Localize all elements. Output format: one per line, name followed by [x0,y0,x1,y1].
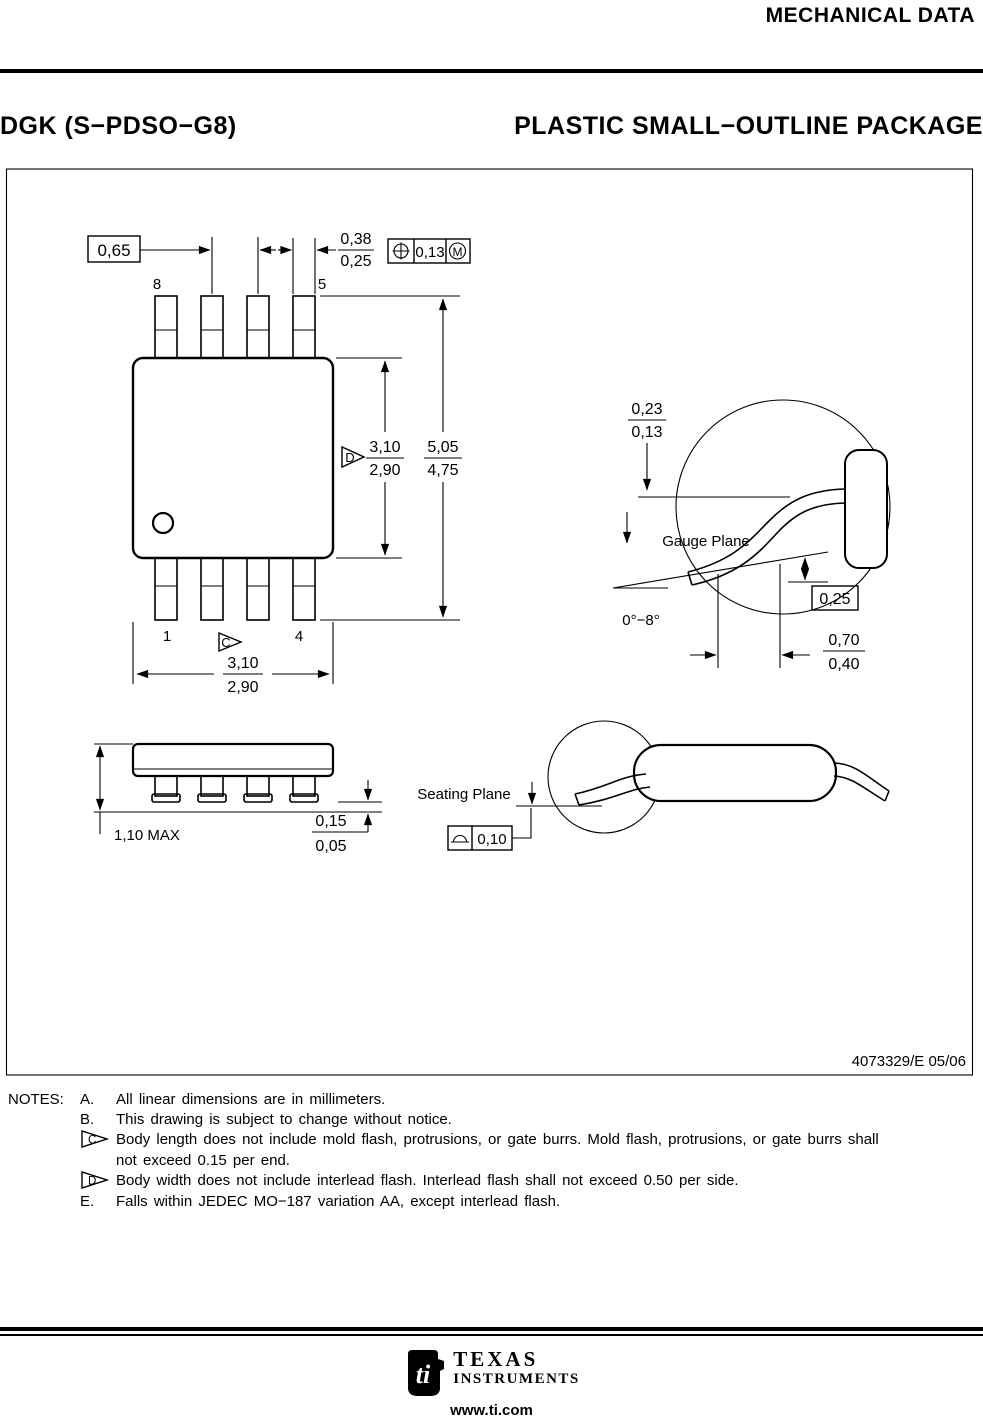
pin-number-1: 1 [162,628,172,645]
lead-thickness-max: 0,23 [631,401,663,418]
note-e-prefix: E. [80,1193,95,1210]
gauge-offset: 0,25 [819,591,851,608]
seating-plane-detail [417,721,889,850]
lead-width-min: 0,25 [340,253,372,270]
notes-section [8,1090,978,1212]
website-link[interactable]: www.ti.com [450,1402,533,1419]
max-material-condition-icon [450,243,466,259]
note-c [8,1130,978,1151]
body-width-min: 2,90 [227,679,259,696]
flatness-value: 0,10 [477,831,507,848]
note-c-prefix: C [88,1134,97,1147]
note-d [8,1171,978,1192]
note-flag-d-icon [80,1171,110,1189]
lead-detail-view [613,400,890,673]
position-tolerance-value: 0,13 [415,244,445,261]
body-edge-section [845,450,887,568]
body-length-min: 2,90 [369,462,401,479]
footer [0,1348,983,1419]
note-b [8,1110,978,1130]
ti-logo [403,1348,580,1398]
pitch-dimension: 0,65 [97,241,131,260]
overall-width-min: 4,75 [427,462,459,479]
flag-d-letter: D [345,450,355,465]
footer-rule-thick [0,1327,983,1331]
package-height-max: 1,10 MAX [114,827,180,844]
body-width-max: 3,10 [227,655,259,672]
pin-number-8: 8 [152,276,162,293]
package-code: DGK (S−PDSO−G8) [0,112,237,140]
overall-width-max: 5,05 [427,439,459,456]
flatness-frame [448,826,512,850]
note-e-text: Falls within JEDEC MO−187 variation AA, except interlead flash. [116,1193,561,1210]
gauge-plane-label: Gauge Plane [662,533,750,550]
doc-type-title: MECHANICAL DATA [765,4,975,27]
flag-c-letter: C [221,635,231,650]
drawing-number: 4073329/E 05/06 [851,1053,966,1070]
package-title: PLASTIC SMALL−OUTLINE PACKAGE [514,112,983,140]
note-c-text2: not exceed 0.15 per end. [116,1152,290,1169]
lead-width-max: 0,38 [340,231,372,248]
notes-label: NOTES: [8,1091,64,1108]
svg-text:ti: ti [416,1360,431,1389]
foot-angle: 0°−8° [622,612,660,629]
body-length-max: 3,10 [369,439,401,456]
note-d-prefix: D [88,1175,97,1188]
note-b-prefix: B. [80,1111,95,1128]
lead-thickness-min: 0,13 [631,424,663,441]
standoff-max: 0,15 [315,813,347,830]
body-profile [634,745,836,801]
footer-rule-thin [0,1334,983,1336]
standoff-min: 0,05 [315,838,347,855]
note-b-text: This drawing is subject to change without notice. [116,1111,452,1128]
title-row [0,112,983,141]
note-a-prefix: A. [80,1091,95,1108]
note-a-text: All linear dimensions are in millimeters. [116,1091,386,1108]
header-rule [0,69,983,73]
note-c-continued [8,1151,978,1171]
note-a [8,1090,978,1110]
flatness-icon [451,836,469,842]
note-d-text: Body width does not include interlead flash. Interlead flash shall not exceed 0.50 per side. [116,1172,739,1189]
note-c-text: Body length does not include mold flash, protrusions, or gate burrs. Mold flash, protrusions, or gate burrs shall [116,1131,879,1148]
brand-instruments: INSTRUMENTS [453,1371,580,1387]
brand-texas: TEXAS [453,1347,539,1371]
side-view [94,744,382,855]
note-e [8,1192,978,1212]
position-tolerance-frame [388,239,470,263]
top-view [88,231,470,696]
note-flag-c-icon [80,1130,110,1148]
foot-length-min: 0,40 [828,656,860,673]
package-body [133,358,333,558]
true-position-icon [393,243,410,260]
ti-logo-icon [403,1348,447,1398]
foot-length-max: 0,70 [828,632,860,649]
pin-number-5: 5 [317,276,327,293]
mmc-letter: M [452,245,463,259]
drawing-frame [7,169,973,1075]
pin-number-4: 4 [294,628,304,645]
seating-plane-label: Seating Plane [417,786,511,803]
